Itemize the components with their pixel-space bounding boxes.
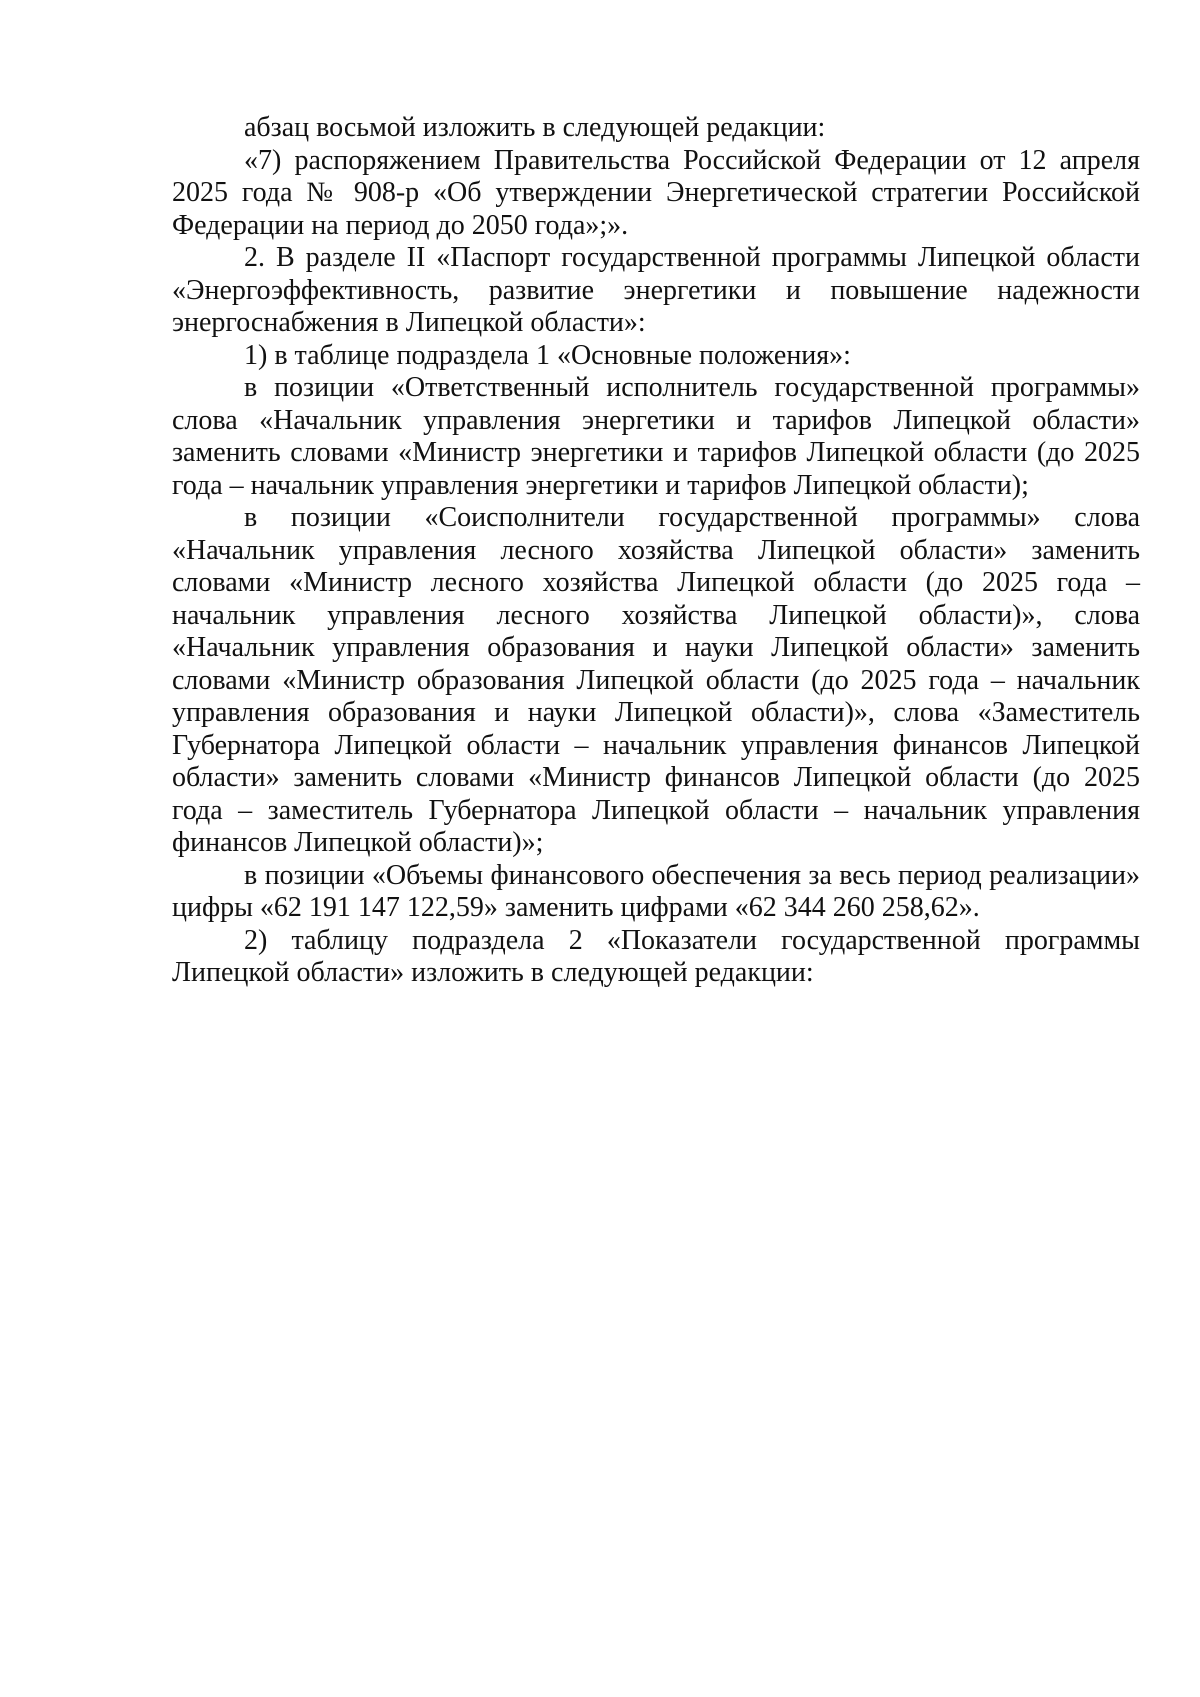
paragraph-2: «7) распоряжением Правительства Российской Федерации от 12 апреля 2025 года № 908-р «Об утверждении Энергетической стратегии Российской Федерации на период до 2050 года»;». bbox=[172, 144, 1140, 241]
paragraph-7: в позиции «Объемы финансового обеспечения за весь период реализации» цифры «62 191 147 122,59» заменить цифрами «62 344 260 258,62». bbox=[172, 859, 1140, 923]
paragraph-1: абзац восьмой изложить в следующей редакции: bbox=[244, 112, 826, 143]
paragraph-3: 2. В разделе II «Паспорт государственной программы Липецкой области «Энергоэффективность, развитие энергетики и повышение надежности энергоснабжения в Липецкой области»: bbox=[172, 242, 1140, 338]
paragraph-6: в позиции «Соисполнители государственной программы» слова «Начальник управления лесного хозяйства Липецкой области» заменить словами «Министр лесного хозяйства Липецкой области (до 2025 года – начальник управления лесного хозяйства Липецкой области)», слова «Начальник управления образования и науки Липецкой области» заменить словами «Министр образования Липецкой области (до 2025 года – начальник управления образования и науки Липецкой области)», слова «Заместитель Губернатора Липецкой области – начальник управления финансов Липецкой области» заменить словами «Министр финансов Липецкой области (до 2025 года – заместитель Губернатора Липецкой области – начальник управления финансов Липецкой области)»; bbox=[172, 502, 1140, 858]
paragraph-4: 1) в таблице подраздела 1 «Основные положения»: bbox=[244, 339, 851, 371]
paragraph-5: в позиции «Ответственный исполнитель государственной программы» слова «Начальник управления энергетики и тарифов Липецкой области» заменить словами «Министр энергетики и тарифов Липецкой области (до 2025 года – начальник управления энергетики и тарифов Липецкой области); bbox=[172, 372, 1140, 501]
document-body bbox=[172, 112, 1140, 990]
paragraph-8: 2) таблицу подраздела 2 «Показатели государственной программы Липецкой области» изложить в следующей редакции: bbox=[172, 924, 1140, 988]
